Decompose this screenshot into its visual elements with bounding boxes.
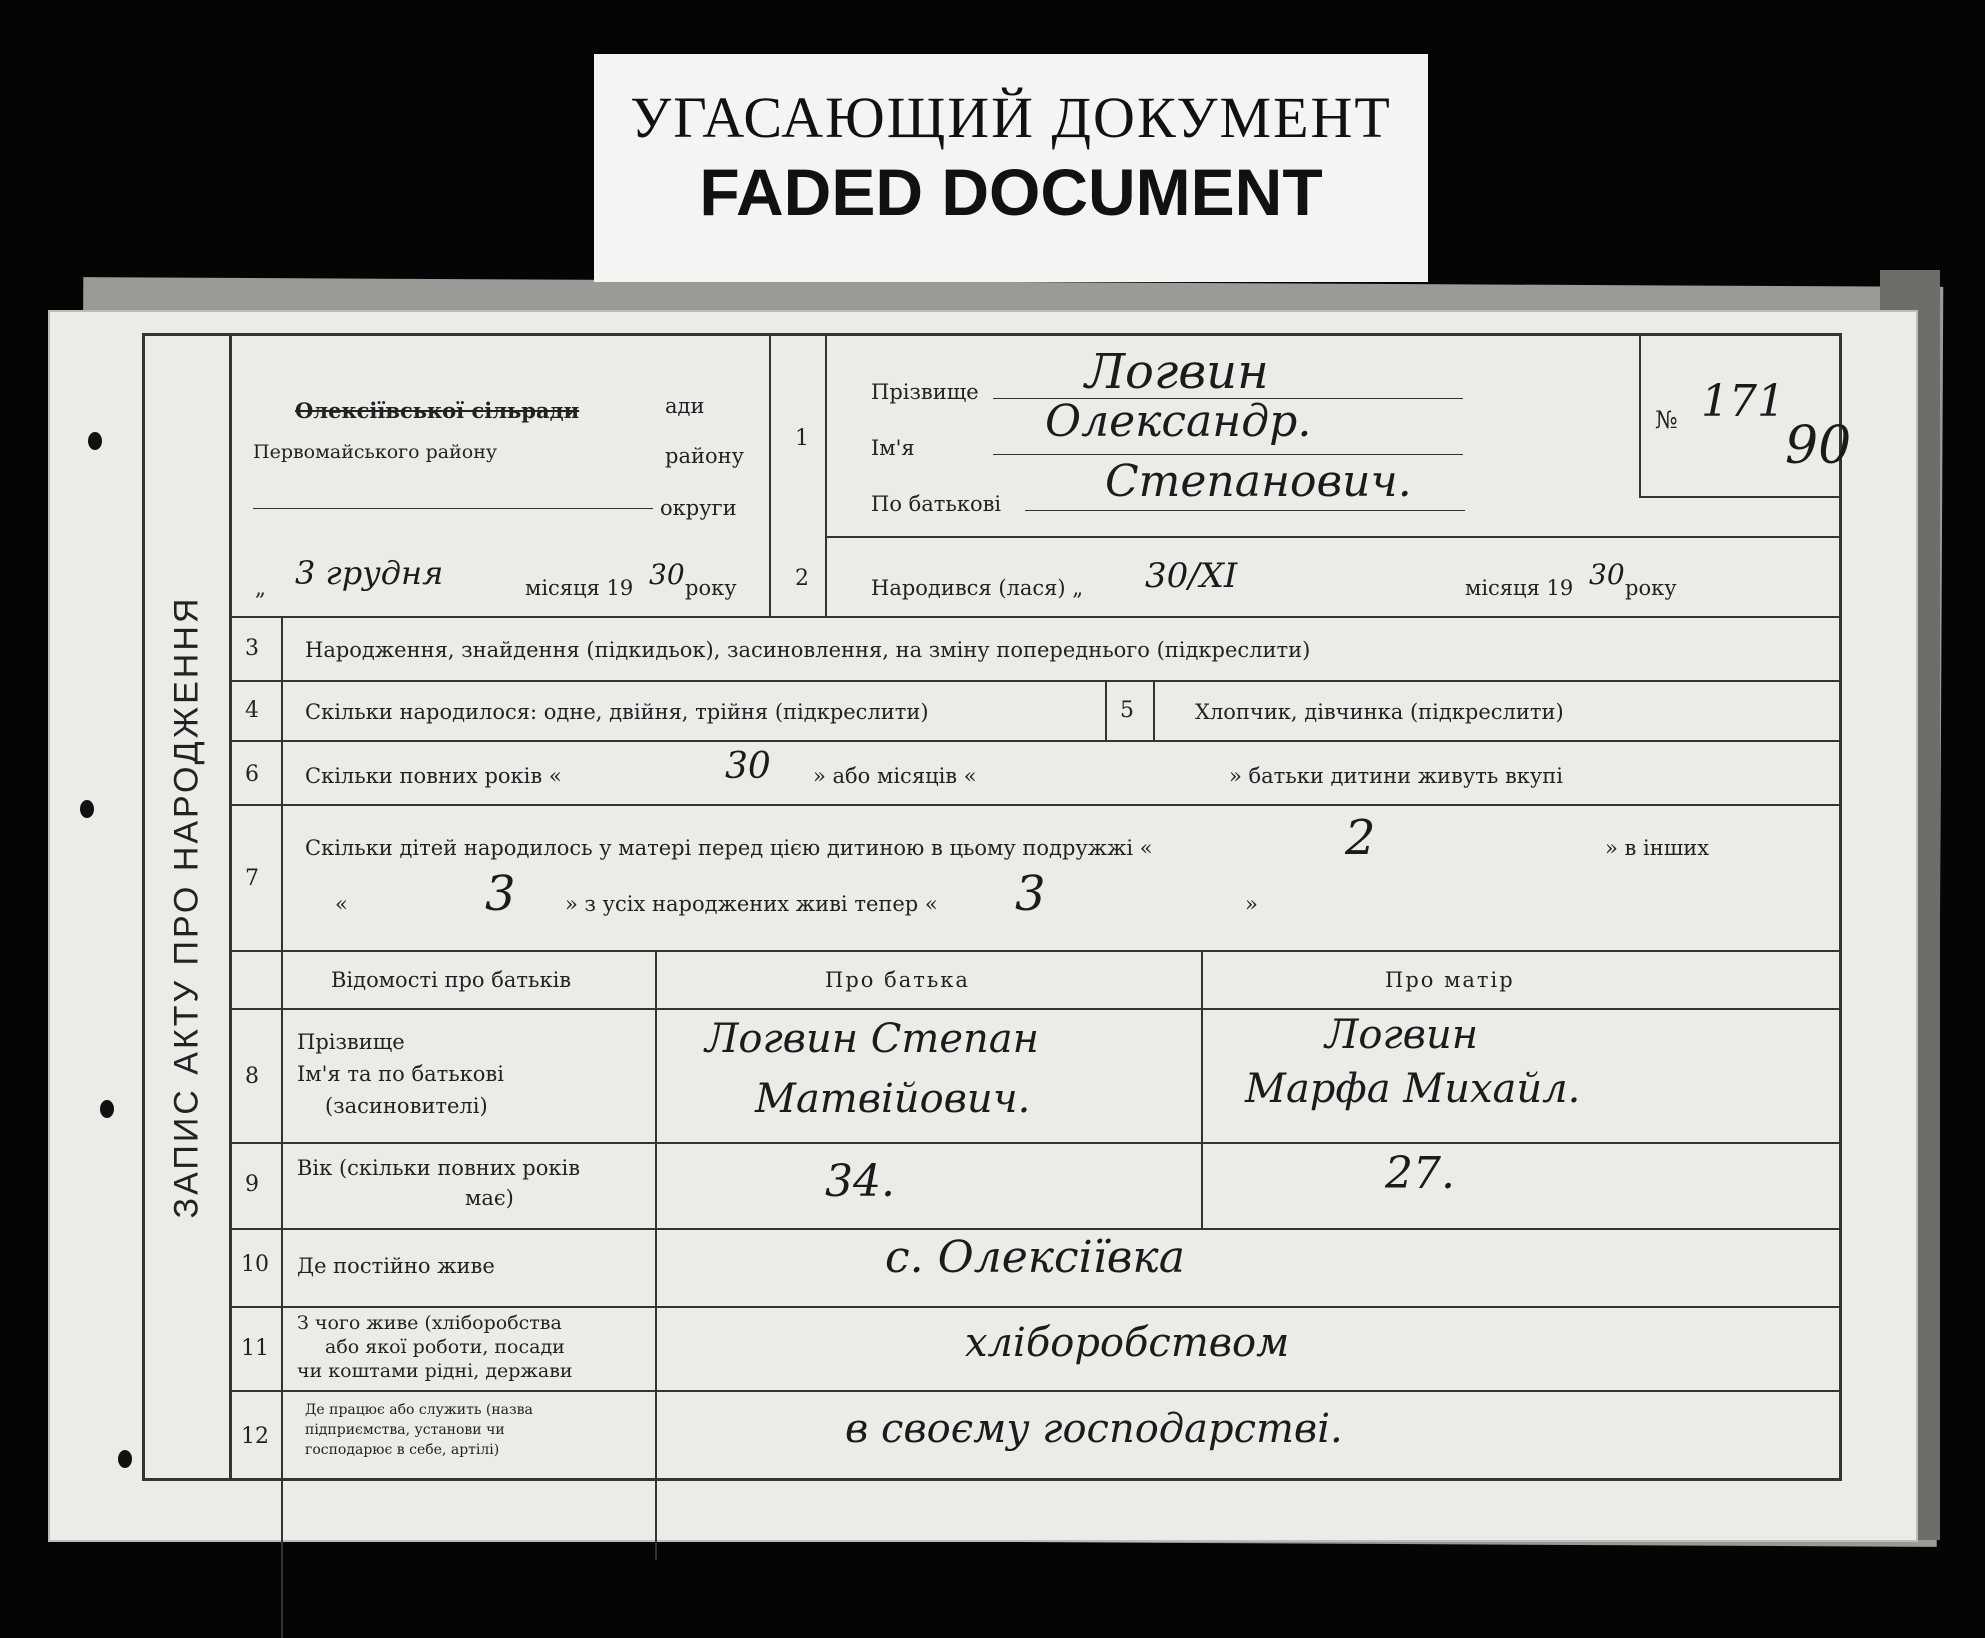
row10-label: Де постійно живе (297, 1254, 495, 1278)
row-divider (231, 1390, 1839, 1392)
children-living: 3 (1015, 866, 1046, 922)
father-age: 34. (825, 1156, 895, 1207)
row-number: 8 (245, 1064, 259, 1089)
row6-part3: » батьки дитини живуть вкупі (1229, 764, 1563, 788)
father-name-line2: Матвійович. (755, 1076, 1031, 1122)
punch-hole (100, 1100, 114, 1118)
header-divider (1639, 336, 1641, 496)
raion-suffix: району (665, 444, 744, 468)
row-number: 4 (245, 698, 259, 723)
date-year-suffix: року (685, 576, 737, 600)
surname-label: Прізвище (871, 380, 979, 404)
punch-hole (80, 800, 94, 818)
row-divider (231, 1228, 1839, 1230)
patronymic-line (1025, 510, 1465, 511)
row8-label2: Ім'я та по батькові (297, 1062, 504, 1086)
row9-label1: Вік (скільки повних років (297, 1156, 581, 1180)
row12-label1: Де працює або служить (назва (305, 1402, 533, 1418)
row7-line1-end: » в інших (1605, 836, 1710, 860)
row-number: 2 (795, 566, 809, 591)
header-divider (1639, 496, 1839, 498)
row-number: 3 (245, 636, 259, 661)
birth-date: 30/XI (1145, 556, 1238, 596)
row4-divider (1153, 680, 1155, 740)
row4-divider (1105, 680, 1107, 740)
row6-part2: » або місяців « (813, 764, 977, 788)
birth-record-form (142, 333, 1852, 1481)
birth-month-label: місяця 19 (1465, 576, 1574, 600)
row-divider (231, 950, 1839, 952)
row7-line2-end: » (1245, 892, 1258, 916)
row-divider (231, 804, 1839, 806)
child-patronymic: Степанович. (1105, 456, 1412, 507)
mother-name-line2: Марфа Михайл. (1245, 1066, 1581, 1112)
row7-line1: Скільки дітей народилось у матері перед цією дитиною в цьому подружжі « (305, 836, 1153, 860)
row7-line2-mid: » з усіх народжених живі тепер « (565, 892, 938, 916)
born-label: Народився (лася) „ (871, 576, 1084, 600)
row-number: 10 (241, 1252, 269, 1277)
label-russian: УГАСАЮЩИЙ ДОКУМЕНТ (630, 85, 1392, 150)
row6-part1: Скільки повних років « (305, 764, 562, 788)
punch-hole (88, 432, 102, 450)
row8-label3: (засиновителі) (325, 1094, 488, 1118)
side-title-column (145, 336, 232, 1478)
row-divider (231, 1142, 1839, 1144)
name-label: Ім'я (871, 436, 915, 460)
registration-date: 3 грудня (295, 554, 444, 592)
rada-suffix: ади (665, 394, 705, 418)
margin-number: 90 (1785, 416, 1852, 476)
years-together: 30 (725, 746, 771, 787)
label-english: FADED DOCUMENT (699, 155, 1323, 229)
mother-name-line1: Логвин (1325, 1012, 1479, 1058)
row12-label2: підприємства, установи чи (305, 1422, 505, 1438)
row11-label2: або якої роботи, посади (325, 1336, 565, 1358)
row-number: 7 (245, 866, 259, 891)
row8-label1: Прізвище (297, 1030, 405, 1054)
children-this-marriage: 2 (1345, 810, 1376, 866)
registration-year: 30 (649, 558, 685, 591)
row-number: 6 (245, 762, 259, 787)
row-number: 11 (241, 1336, 269, 1361)
rada-name: Олексіївської сільради (295, 398, 580, 423)
row11-label3: чи коштами рідні, держави (297, 1360, 573, 1382)
record-number-label: № (1655, 406, 1678, 434)
father-name-line1: Логвин Степан (705, 1016, 1039, 1062)
residence: с. Олексіївка (885, 1232, 1185, 1283)
row12-label3: господарює в себе, артілі) (305, 1442, 500, 1458)
child-surname: Логвин (1085, 344, 1269, 400)
punch-hole (118, 1450, 132, 1468)
side-title: ЗАПИС АКТУ ПРО НАРОДЖЕННЯ (167, 595, 206, 1219)
name-line (993, 454, 1463, 455)
row5-text: Хлопчик, дівчинка (підкреслити) (1195, 700, 1564, 724)
row-divider (231, 740, 1839, 742)
date-month-label: місяця 19 (525, 576, 634, 600)
parent-column-divider (1201, 950, 1203, 1228)
patronymic-label: По батькові (871, 492, 1002, 516)
header-divider (825, 336, 827, 616)
number-column-divider (281, 616, 283, 1638)
raion-name: Первомайського району (253, 441, 498, 463)
okruhy-line (253, 508, 653, 509)
okruhy-label: округи (660, 496, 737, 520)
date-quote: „ (255, 576, 266, 600)
row-number: 12 (241, 1424, 269, 1449)
mother-header: Про матір (1385, 968, 1515, 992)
mother-age: 27. (1385, 1148, 1455, 1199)
record-number: 171 (1701, 376, 1785, 427)
row-divider (825, 536, 1839, 538)
row4-text: Скільки народилося: одне, двійня, трійня (підкреслити) (305, 700, 929, 724)
row9-label2: має) (465, 1186, 514, 1210)
occupation: хліборобством (965, 1320, 1290, 1366)
birth-year: 30 (1589, 558, 1625, 591)
row7-line2-start: « (335, 892, 348, 916)
workplace: в своєму господарстві. (845, 1406, 1343, 1452)
children-other: 3 (485, 866, 516, 922)
row-divider (231, 1306, 1839, 1308)
father-header: Про батька (825, 968, 970, 992)
row-divider (231, 616, 1839, 618)
child-name: Олександр. (1045, 396, 1312, 447)
header-divider (769, 336, 771, 616)
birth-year-suffix: року (1625, 576, 1677, 600)
row-divider (231, 1008, 1839, 1010)
row11-label1: З чого живе (хліборобства (297, 1312, 562, 1334)
label-column-divider (655, 950, 657, 1560)
row3-text: Народження, знайдення (підкидьок), засиновлення, на зміну попереднього (підкреслити) (305, 638, 1311, 662)
faded-document-label (594, 54, 1428, 282)
row-number: 9 (245, 1172, 259, 1197)
row-divider (231, 680, 1839, 682)
row-number: 5 (1120, 698, 1134, 723)
parents-header: Відомості про батьків (331, 968, 572, 992)
row-number: 1 (795, 426, 809, 451)
